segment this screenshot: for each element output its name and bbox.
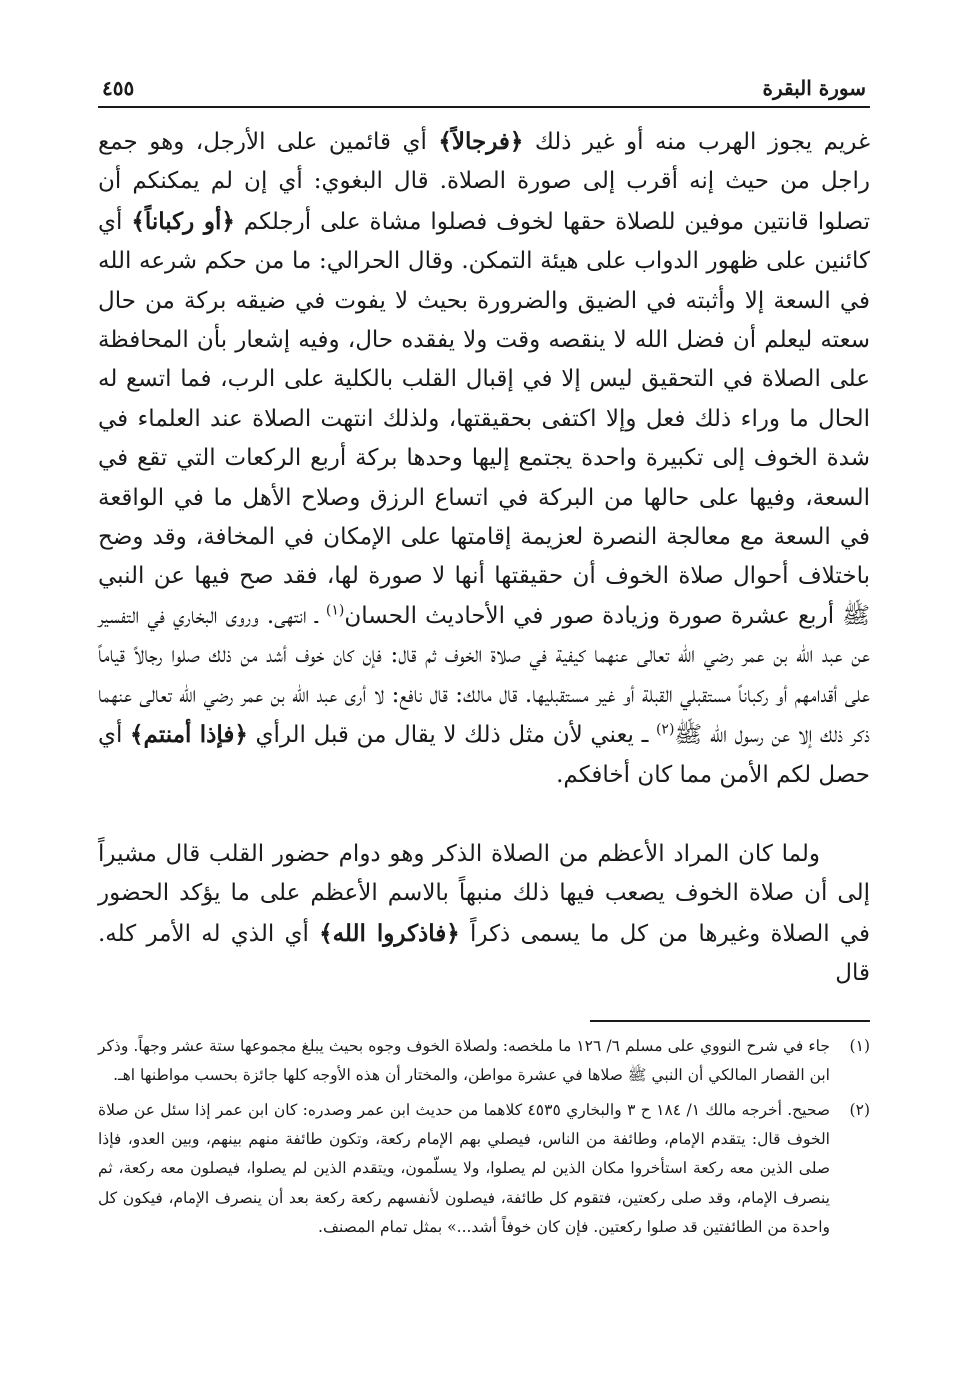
footnote-divider	[590, 1020, 870, 1022]
footnote-text: صحيح. أخرجه مالك ١/ ١٨٤ ح ٣ والبخاري ٤٥٣٥ كلاهما من حديث ابن عمر وصدره: كان ابن عمر إذا سئل عن صلاة الخوف قال: يتقدم الإمام، وطائفة من الناس، فيصلي بهم الإمام ركعة، وتكون طائفة منهم بينهم، وبين العدو، فإذا صلى الذين معه ركعة استأخروا مكان الذين لم يصلوا، ولا يسلّمون، ويتقدم الذين لم يصلوا، فيصلون معه ركعة، ثم ينصرف الإمام، وقد صلى ركعتين، فتقوم كل طائفة، فيصلون لأنفسهم ركعة ركعة بعد أن ينصرف الإمام، فيكون كل واحدة من الطائفتين قد صلوا ركعتين. فإن كان خوفاً أشد...» بمثل تمام المصنف.	[98, 1100, 831, 1236]
text-segment: أي قائمين على الأرجل، وهو جمع راجل من حيث إنه أقرب إلى صورة الصلاة. قال البغوي: أي إن لم يمكنكم أن تصلوا قانتين موفين للصلاة حقها لخوف فصلوا مشاة على أرجلكم	[98, 129, 870, 235]
text-segment: أي الذي له الأمر كله. قال	[98, 920, 870, 987]
quran-quote: ﴿أو ركباناً﴾	[131, 207, 235, 235]
footnote-ref-1[interactable]: (١)	[325, 602, 345, 619]
text-segment: ـ انتهى. وروى البخاري في التفسير عن عبد الله بن عمر رضي الله تعالى عنهما كيفية في صلاة الخوف ثم قال: فإن كان خوف أشد من ذلك صلوا رجالاً قياماً على أقدامهم أو ركباناً مستقبلي القبلة أو غير مستقبليها. قال مالك: قال نافع: لا أرى عبد الله بن عمر رضي الله تعالى عنهما ذكر ذلك إلا عن رسول الله ﷺ	[98, 602, 870, 749]
main-text	[98, 122, 870, 994]
text-segment: ولما كان المراد الأعظم من الصلاة الذكر وهو دوام حضور القلب قال مشيراً إلى أن صلاة الخوف يصعب فيها ذلك منبهاً بالاسم الأعظم على ما يؤكد الحضور في الصلاة وغيرها من كل ما يسمى ذكراً	[98, 840, 871, 947]
quran-quote: ﴿فاذكروا الله﴾	[319, 919, 460, 947]
text-segment: أي حصل لكم الأمن مما كان أخافكم.	[98, 722, 870, 788]
footnote-number: (٢)	[849, 1100, 870, 1119]
surah-title: سورة البقرة	[762, 76, 866, 100]
text-segment: أي كائنين على ظهور الدواب على هيئة التمكن. وقال الحرالي: ما من حكم شرعه الله في السعة إلا وأثبته في الضيق والضرورة بحيث لا يفوت في ضيقه بركة من حال سعته ليعلم أن فضل الله لا ينقصه وقت ولا يفقده حال، وفيه إشعار بأن المحافظة على الصلاة في التحقيق ليس إلا في إقبال القلب بالكلية على الرب، فما اتسع له الحال ما وراء ذلك فعل وإلا اكتفى بحقيقتها، ولذلك انتهت الصلاة عند العلماء في شدة الخوف إلى تكبيرة واحدة يجتمع إليها وحدها بركة أربع الركعات التي تقع في السعة، وفيها على حالها من البركة في اتساع الرزق وصلاح الأهل ما في الواقعة في السعة مع معالجة النصرة لعزيمة إقامتها على الإمكان في المخافة، وقد وضح باختلاف أحوال صلاة الخوف أن حقيقتها أنها لا صورة لها، فقد صح فيها عن النبي ﷺ أربع عشرة صورة وزيادة صور في الأحاديث الحسان	[98, 208, 870, 629]
quran-quote: ﴿فإذا أمنتم﴾	[130, 721, 248, 749]
footnote-number: (١)	[849, 1036, 870, 1055]
quran-quote: ﴿فرجالاً﴾	[438, 128, 524, 155]
text-segment: غريم يجوز الهرب منه أو غير ذلك	[523, 129, 870, 155]
page-header	[98, 70, 870, 108]
footnote-text: جاء في شرح النووي على مسلم ٦/ ١٢٦ ما ملخصه: ولصلاة الخوف وجوه بحيث يبلغ مجموعها ستة عشر وجهاً. وذكر ابن القصار المالكي أن النبي ﷺ صلاها في عشرة مواطن، والمختار أن هذه الأوجه كلها جائزة بحسب مواطنها اهـ.	[98, 1036, 830, 1084]
footnote-1	[98, 1032, 870, 1090]
text-segment: ـ يعني لأن مثل ذلك لا يقال من قبل الرأي	[247, 722, 656, 749]
footnote-2	[98, 1096, 870, 1242]
book-page	[98, 70, 870, 1350]
paragraph-2	[98, 835, 870, 994]
paragraph-1	[98, 122, 870, 795]
footnotes	[98, 1032, 870, 1242]
page-number: ٤٥٥	[102, 76, 135, 100]
footnote-ref-2[interactable]: (٢)	[655, 721, 675, 738]
